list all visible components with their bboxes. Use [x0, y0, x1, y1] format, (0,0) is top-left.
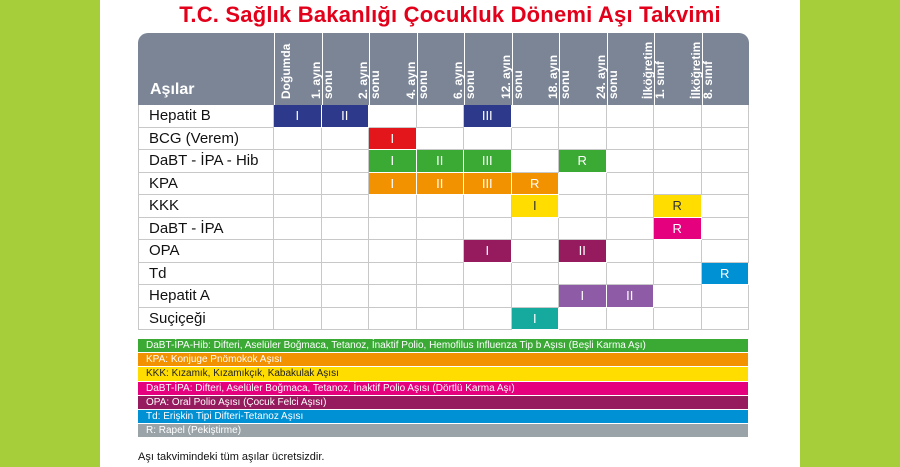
empty-cell: [702, 240, 750, 263]
empty-cell: [274, 128, 322, 151]
empty-cell: [322, 240, 370, 263]
empty-cell: [417, 128, 465, 151]
empty-cell: [512, 105, 560, 128]
empty-cell: [417, 285, 465, 308]
dose-cell: I: [369, 173, 417, 196]
vaccine-name: DaBT - İPA - Hib: [138, 150, 274, 173]
dose-cell: II: [607, 285, 655, 308]
legend-item: R: Rapel (Pekiştirme): [138, 424, 748, 437]
vaccine-name: KPA: [138, 173, 274, 196]
empty-cell: [512, 263, 560, 286]
empty-cell: [512, 240, 560, 263]
empty-cell: [274, 195, 322, 218]
empty-cell: [654, 285, 702, 308]
empty-cell: [322, 308, 370, 331]
vaccine-name: Hepatit B: [138, 105, 274, 128]
empty-cell: [464, 285, 512, 308]
empty-cell: [274, 150, 322, 173]
empty-cell: [369, 263, 417, 286]
column-header-line1: 1. ayın: [308, 61, 323, 99]
empty-cell: [417, 263, 465, 286]
empty-cell: [559, 195, 607, 218]
empty-cell: [369, 285, 417, 308]
vaccine-name: Suçiçeği: [138, 308, 274, 331]
vaccine-name: BCG (Verem): [138, 128, 274, 151]
dose-cell: I: [512, 308, 560, 331]
column-header-line1: İlköğretim: [688, 41, 703, 99]
empty-cell: [369, 240, 417, 263]
column-header-line1: 12. ayın: [498, 54, 513, 99]
page-title: T.C. Sağlık Bakanlığı Çocukluk Dönemi Aşı Takvimi: [179, 2, 721, 27]
empty-cell: [512, 218, 560, 241]
empty-cell: [274, 285, 322, 308]
empty-cell: [322, 218, 370, 241]
column-header-line1: 2. ayın: [356, 61, 371, 99]
dose-cell: III: [464, 173, 512, 196]
empty-cell: [369, 195, 417, 218]
dose-cell: I: [512, 195, 560, 218]
dose-cell: I: [369, 150, 417, 173]
column-header-line2: sonu: [558, 70, 573, 99]
empty-cell: [607, 173, 655, 196]
empty-cell: [607, 128, 655, 151]
empty-cell: [369, 105, 417, 128]
dose-cell: R: [559, 150, 607, 173]
empty-cell: [417, 105, 465, 128]
empty-cell: [702, 150, 750, 173]
empty-cell: [702, 173, 750, 196]
dose-cell: II: [417, 173, 465, 196]
vaccine-name: Hepatit A: [138, 285, 274, 308]
dose-cell: I: [274, 105, 322, 128]
dose-cell: I: [369, 128, 417, 151]
footer-note: Aşı takvimindeki tüm aşılar ücretsizdir.: [138, 451, 325, 463]
legend-item: KPA: Konjuge Pnömokok Aşısı: [138, 353, 748, 366]
empty-cell: [607, 308, 655, 331]
column-header-line2: 8. sınıf: [700, 60, 715, 99]
empty-cell: [654, 263, 702, 286]
dose-cell: R: [654, 195, 702, 218]
empty-cell: [654, 105, 702, 128]
empty-cell: [274, 308, 322, 331]
dose-cell: II: [417, 150, 465, 173]
empty-cell: [559, 105, 607, 128]
empty-cell: [274, 240, 322, 263]
empty-cell: [417, 218, 465, 241]
empty-cell: [274, 173, 322, 196]
empty-cell: [512, 285, 560, 308]
column-header-line2: sonu: [320, 70, 335, 99]
empty-cell: [559, 173, 607, 196]
column-header-line1: 6. ayın: [451, 61, 466, 99]
empty-cell: [607, 240, 655, 263]
empty-cell: [607, 195, 655, 218]
column-header-line2: sonu: [368, 70, 383, 99]
empty-cell: [607, 150, 655, 173]
empty-cell: [464, 195, 512, 218]
vaccine-name: KKK: [138, 195, 274, 218]
header-label: Aşılar: [150, 81, 195, 98]
empty-cell: [322, 285, 370, 308]
dose-cell: R: [512, 173, 560, 196]
column-header: [688, 33, 750, 105]
empty-cell: [702, 308, 750, 331]
empty-cell: [654, 128, 702, 151]
empty-cell: [559, 308, 607, 331]
legend-item: DaBT-İPA-Hib: Difteri, Aselüler Boğmaca, Tetanoz, İnaktif Polio, Hemofilus Influenza Tip b Aşısı (Beşli Karma Aşı): [138, 339, 748, 352]
empty-cell: [607, 263, 655, 286]
empty-cell: [369, 218, 417, 241]
empty-cell: [654, 150, 702, 173]
vaccine-name: Td: [138, 263, 274, 286]
empty-cell: [322, 128, 370, 151]
legend-item: OPA: Oral Polio Aşısı (Çocuk Felci Aşısı): [138, 396, 748, 409]
legend-item: KKK: Kızamık, Kızamıkçık, Kabakulak Aşısı: [138, 367, 748, 380]
empty-cell: [464, 308, 512, 331]
empty-cell: [322, 173, 370, 196]
empty-cell: [369, 308, 417, 331]
empty-cell: [654, 308, 702, 331]
empty-cell: [702, 105, 750, 128]
dose-cell: III: [464, 105, 512, 128]
column-header-line2: 1. sınıf: [653, 60, 668, 99]
empty-cell: [274, 263, 322, 286]
legend-item: Td: Erişkin Tipi Difteri-Tetanoz Aşısı: [138, 410, 748, 423]
empty-cell: [512, 150, 560, 173]
empty-cell: [702, 128, 750, 151]
empty-cell: [322, 195, 370, 218]
column-header-line1: Doğumda: [279, 43, 294, 99]
dose-cell: III: [464, 150, 512, 173]
empty-cell: [512, 128, 560, 151]
column-header-line1: 4. ayın: [403, 61, 418, 99]
empty-cell: [702, 285, 750, 308]
empty-cell: [702, 218, 750, 241]
empty-cell: [322, 150, 370, 173]
vaccine-name: DaBT - İPA: [138, 218, 274, 241]
empty-cell: [702, 195, 750, 218]
dose-cell: R: [702, 263, 750, 286]
dose-cell: II: [559, 240, 607, 263]
empty-cell: [417, 308, 465, 331]
column-header-line2: sonu: [510, 70, 525, 99]
column-header-line2: sonu: [605, 70, 620, 99]
empty-cell: [464, 263, 512, 286]
legend-item: DaBT-İPA: Difteri, Aselüler Boğmaca, Tetanoz, İnaktif Polio Aşısı (Dörtlü Karma Aşı): [138, 382, 748, 395]
dose-cell: II: [322, 105, 370, 128]
dose-cell: I: [559, 285, 607, 308]
dose-cell: I: [464, 240, 512, 263]
empty-cell: [417, 195, 465, 218]
vaccine-name: OPA: [138, 240, 274, 263]
empty-cell: [559, 263, 607, 286]
empty-cell: [607, 218, 655, 241]
empty-cell: [559, 128, 607, 151]
empty-cell: [417, 240, 465, 263]
empty-cell: [559, 218, 607, 241]
empty-cell: [464, 128, 512, 151]
column-header-line1: 24. ayın: [593, 54, 608, 99]
empty-cell: [654, 173, 702, 196]
column-header-line1: 18. ayın: [546, 54, 561, 99]
dose-cell: R: [654, 218, 702, 241]
column-header-line2: sonu: [463, 70, 478, 99]
empty-cell: [607, 105, 655, 128]
empty-cell: [274, 218, 322, 241]
empty-cell: [654, 240, 702, 263]
empty-cell: [322, 263, 370, 286]
column-header-line1: İlköğretim: [641, 41, 656, 99]
column-header-line2: sonu: [415, 70, 430, 99]
empty-cell: [464, 218, 512, 241]
